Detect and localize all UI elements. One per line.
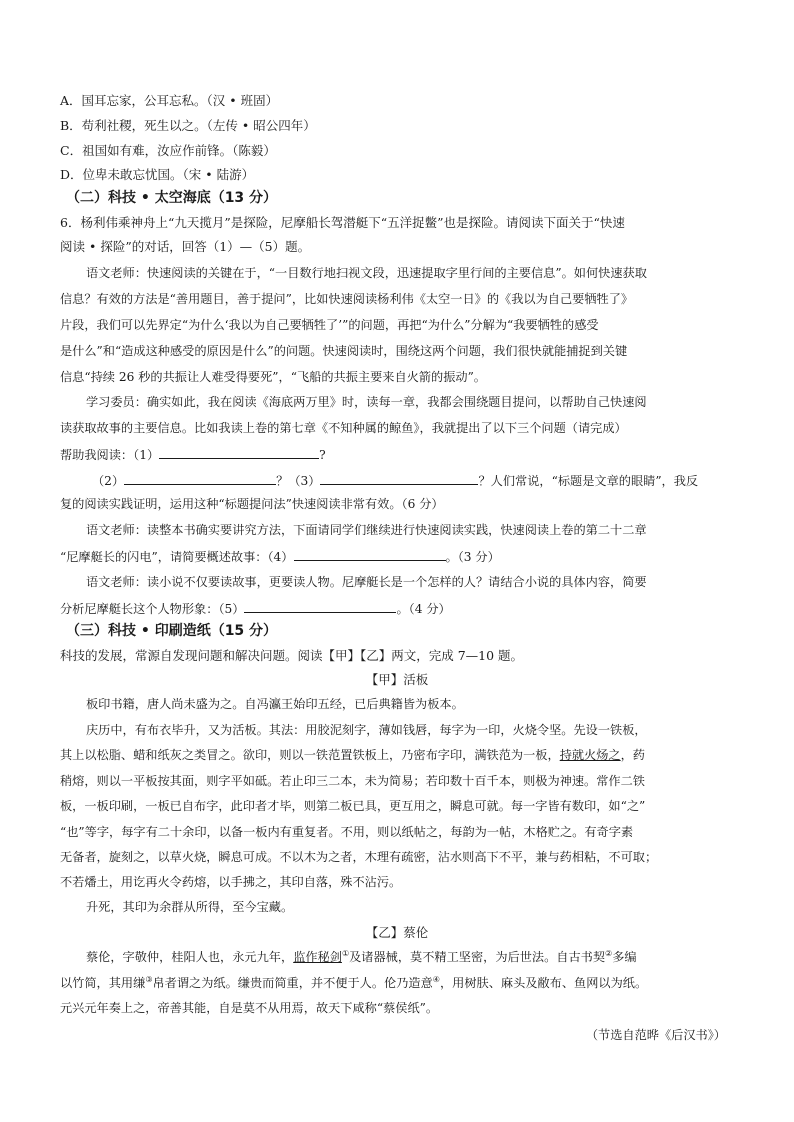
monitor-para-line2: 读获取故事的主要信息。比如我读上卷的第七章《不知种属的鲸鱼》，我就提出了以下三个问题（请完成）	[60, 421, 627, 435]
teacher-para-line5: 信息“持续 26 秒的共振让人难受得要死”，“飞船的共振主要来自火箭的振动”。	[60, 370, 486, 384]
teacher-para3-line2: 分析尼摩艇长这个人物形象：（5） 。（4 分）	[60, 599, 451, 618]
answer-blank-2[interactable]	[124, 471, 276, 485]
monitor-para-line5: 复的阅读实践证明，运用这种“标题提问法”快速阅读非常有效。（6 分）	[60, 497, 444, 511]
yi-line1: 蔡伦，字敬仲，桂阳人也，永元九年，监作秘剑①及诸器械，莫不精工坚密，为后世法。自古书契②多编	[86, 948, 637, 964]
answer-blank-4[interactable]	[294, 547, 446, 561]
answer-blank-5[interactable]	[244, 599, 396, 613]
jia-para2-line1: 庆历中，有布衣毕升，又为活板。其法：用胶泥刻字，薄如钱唇，每字为一印，火烧令坚。先设一铁板，	[86, 723, 647, 737]
jia-para2-line2: 其上以松脂、蜡和纸灰之类冒之。欲印，则以一铁范置铁板上，乃密布字印，满铁范为一板，持就火炀之，药	[60, 748, 645, 762]
underlined-phrase: 持就火炀之	[559, 748, 621, 762]
footnote-3: ③	[145, 974, 153, 984]
source-citation: （节选自范晔《后汉书》）	[585, 1028, 726, 1042]
jia-para3: 升死，其印为余群从所得，至今宝藏。	[86, 900, 294, 914]
jia-para2-line6: 无备者，旋刻之，以草火烧，瞬息可成。不以木为之者，木理有疏密，沾水则高下不平，兼与药相粘，不可取；	[60, 850, 658, 864]
teacher-para2-line2: “尼摩艇长的闪电”，请简要概述故事：（4） 。（3 分）	[60, 547, 500, 566]
footnote-4: ④	[432, 974, 440, 984]
q6-line2: 阅读 • 探险”的对话，回答（1）—（5）题。	[60, 239, 311, 254]
jia-title: 【甲】活板	[365, 672, 429, 687]
section3-intro: 科技的发展，常源自发现问题和解决问题。阅读【甲】【乙】两文，完成 7—10 题。	[60, 648, 524, 663]
monitor-para-line1: 学习委员：确实如此，我在阅读《海底两万里》时，读每一章，我都会围绕题目提问，以帮助自己快速阅	[86, 395, 647, 409]
jia-para1: 板印书籍，唐人尚未盛为之。自冯瀛王始印五经，已后典籍皆为板本。	[86, 697, 464, 711]
teacher-para-line3: 片段，我们可以先界定“为什么‘我以为自己要牺牲了’”的问题，再把“为什么”分解为“我要牺牲的感受	[60, 318, 599, 332]
option-d: D．位卑未敢忘忧国。（宋 • 陆游）	[60, 167, 255, 182]
teacher-para2-line1: 语文老师：读整本书确实要讲究方法，下面请同学们继续进行快速阅读实践，快速阅读上卷的第二十二章	[86, 523, 647, 537]
q6-line1: 6．杨利伟乘神舟上“九天揽月”是探险，尼摩船长驾潜艇下“五洋捉鳖”也是探险。请阅读下面关于“快速	[60, 215, 625, 230]
footnote-2: ②	[605, 948, 613, 958]
monitor-para-line4: （2） ？（3） ？人们常说，“标题是文章的眼睛”，我反	[92, 471, 698, 490]
option-c: C．祖国如有难，汝应作前锋。（陈毅）	[60, 143, 276, 158]
section3-heading: （三）科技 • 印刷造纸（15 分）	[66, 623, 278, 639]
teacher-para-line1: 语文老师：快速阅读的关键在于，“一目数行地扫视文段，迅速提取字里行间的主要信息”。如何快速获取	[86, 266, 647, 280]
jia-para2-line5: “也”等字，每字有二十余印，以备一板内有重复者。不用，则以纸帖之，每韵为一帖，木格贮之。有奇字素	[60, 825, 634, 839]
teacher-para-line4: 是什么”和“造成这种感受的原因是什么”的问题。快速阅读时，围绕这两个问题，我们很快就能捕捉到关键	[60, 344, 628, 358]
jia-para2-line4: 板，一板印刷，一板已自布字，此印者才毕，则第二板已具，更互用之，瞬息可就。每一字皆有数印，如“之”	[60, 799, 646, 813]
yi-line2: 以竹简，其用缣③帛者谓之为纸。缣贵而简重，并不便于人。伦乃造意④，用树肤、麻头及敝布、鱼网以为纸。	[60, 974, 648, 990]
footnote-1: ①	[341, 948, 350, 958]
option-a: A．国耳忘家，公耳忘私。（汉 • 班固）	[60, 93, 279, 108]
section2-heading: （二）科技 • 太空海底（13 分）	[66, 190, 278, 206]
yi-line3: 元兴元年奏上之，帝善其能，自是莫不从用焉，故天下咸称“蔡侯纸”。	[60, 1001, 439, 1015]
teacher-para3-line1: 语文老师：读小说不仅要读故事，更要读人物。尼摩艇长是一个怎样的人？请结合小说的具体内容，简要	[86, 575, 647, 589]
jia-para2-line7: 不若燔土，用讫再火令药熔，以手拂之，其印自落，殊不沾污。	[60, 875, 402, 889]
option-b: B．苟利社稷，死生以之。（左传 • 昭公四年）	[60, 118, 316, 133]
underlined-phrase-2: 监作秘剑	[293, 950, 342, 964]
answer-blank-3[interactable]	[320, 471, 478, 485]
monitor-para-line3: 帮助我阅读：（1） ?	[60, 445, 326, 464]
teacher-para-line2: 信息？有效的方法是“善用题目，善于提问”，比如快速阅读杨利伟《太空一日》的《我以为自己要牺牲了》	[60, 292, 634, 306]
yi-title: 【乙】蔡伦	[365, 925, 429, 940]
answer-blank-1[interactable]	[159, 445, 319, 459]
jia-para2-line3: 稍熔，则以一平板按其面，则字平如砥。若止印三二本，未为简易；若印数十百千本，则极为神速。常作二铁	[60, 774, 645, 788]
